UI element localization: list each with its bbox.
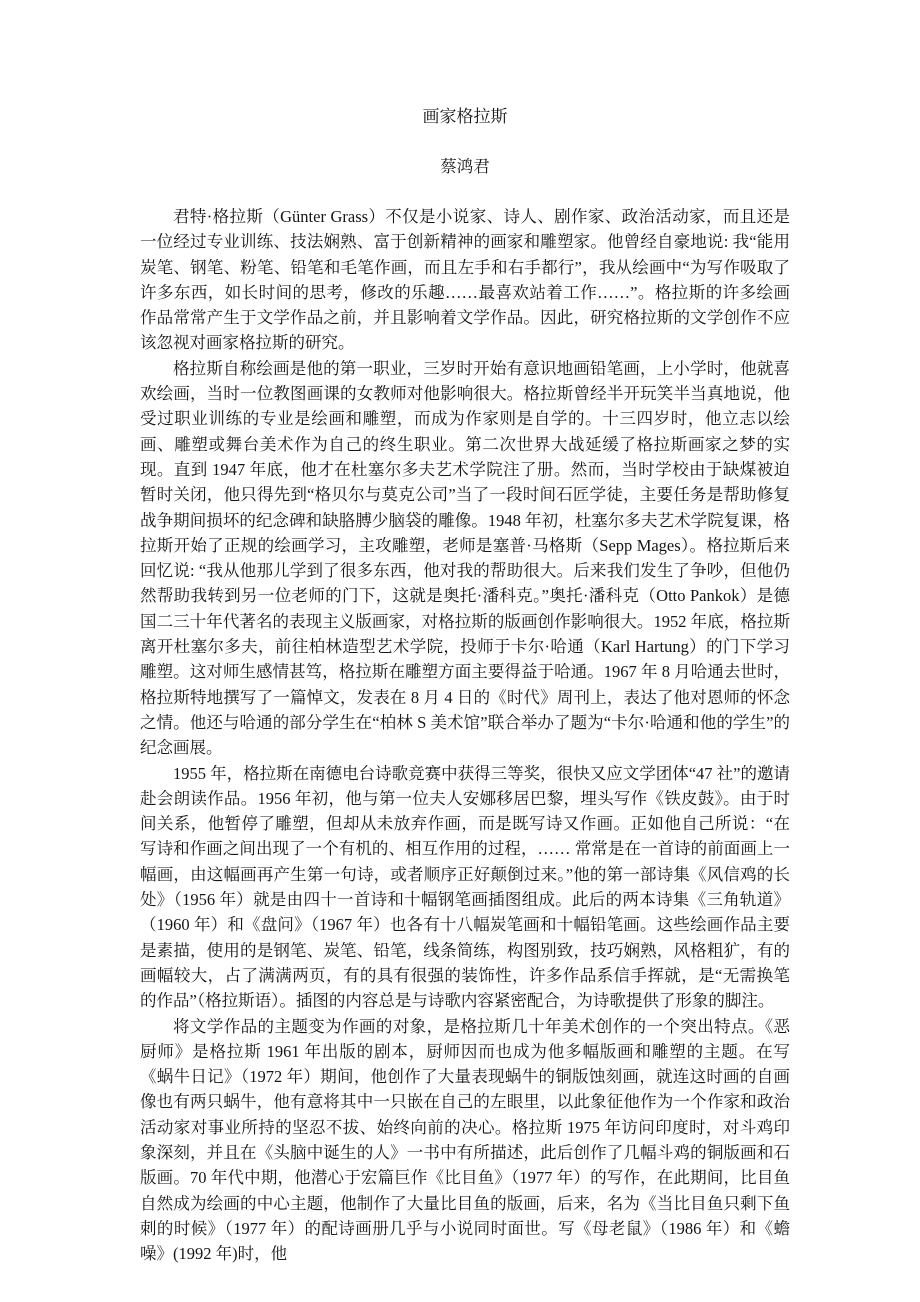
paragraph-intro: 君特·格拉斯（Günter Grass）不仅是小说家、诗人、剧作家、政治活动家，而且还是一位经过专业训练、技法娴熟、富于创新精神的画家和雕塑家。他曾经自豪地说: 我“能用炭笔、钢笔、粉笔、铅笔和毛笔作画，而且左手和右手都行”，我从绘画中“为写作吸取了许多东西，如长时间的思考，修改的乐趣……最喜欢站着工作……”。格拉斯的许多绘画作品常常产生于文学作品之前，并且影响着文学作品。因此，研究格拉斯的文学创作不应该忽视对画家格拉斯的研究。 [140,207,790,353]
document-author: 蔡鸿君 [440,157,490,176]
paragraph-poetry-and-drawing: 1955 年，格拉斯在南德电台诗歌竞赛中获得三等奖，很快又应文学团体“47 社”的邀请赴会朗读作品。1956 年初，他与第一位夫人安娜移居巴黎，埋头写作《铁皮鼓》。由于时间关系，他暂停了雕塑，但却从未放弃作画，而是既写诗又作画。正如他自己所说：“在写诗和作画之间出现了一个有机的、相互作用的过程，…… 常常是在一首诗的前面画上一幅画，由这幅画再产生第一句诗，或者顺序正好颠倒过来。”他的第一部诗集《风信鸡的长处》（1956 年）就是由四十一首诗和十幅钢笔画插图组成。此后的两本诗集《三角轨道》（1960 年）和《盘问》（1967 年）也各有十八幅炭笔画和十幅铅笔画。这些绘画作品主要是素描，使用的是钢笔、炭笔、铅笔，线条简练，构图别致，技巧娴熟，风格粗犷，有的画幅较大，占了满满两页，有的具有很强的装饰性，许多作品系信手挥就，是“无需换笔的作品”（格拉斯语）。插图的内容总是与诗歌内容紧密配合，为诗歌提供了形象的脚注。 [140,763,790,1011]
paragraph-early-career: 格拉斯自称绘画是他的第一职业，三岁时开始有意识地画铅笔画，上小学时，他就喜欢绘画，当时一位教图画课的女教师对他影响很大。格拉斯曾经半开玩笑半当真地说，他受过职业训练的专业是绘画和雕塑，而成为作家则是自学的。十三四岁时，他立志以绘画、雕塑或舞台美术作为自己的终生职业。第二次世界大战延缓了格拉斯画家之梦的实现。直到 1947 年底，他才在杜塞尔多夫艺术学院注了册。然而，当时学校由于缺煤被迫暂时关闭，他只得先到“格贝尔与莫克公司”当了一段时间石匠学徒，主要任务是帮助修复战争期间损坏的纪念碑和缺胳膊少脑袋的雕像。1948 年初，杜塞尔多夫艺术学院复课，格拉斯开始了正规的绘画学习，主攻雕塑，老师是塞普·马格斯（Sepp Mages）。格拉斯后来回忆说: “我从他那儿学到了很多东西，他对我的帮助很大。后来我们发生了争吵，但他仍然帮助我转到另一位老师的门下，这就是奥托·潘科克。”奥托·潘科克（Otto Pankok）是德国二三十年代著名的表现主义版画家，对格拉斯的版画创作影响很大。1952 年底，格拉斯离开杜塞尔多夫，前往柏林造型艺术学院，投师于卡尔·哈通（Karl Hartung）的门下学习雕塑。这对师生感情甚笃，格拉斯在雕塑方面主要得益于哈通。1967 年 8 月哈通去世时，格拉斯特地撰写了一篇悼文，发表在 8 月 4 日的《时代》周刊上，表达了他对恩师的怀念之情。他还与哈通的部分学生在“柏林 S 美术馆”联合举办了题为“卡尔·哈通和他的学生”的纪念画展。 [140,358,790,758]
document-body [140,204,790,1266]
author-body-spacer [140,179,790,204]
paragraph-literary-themes: 将文学作品的主题变为作画的对象，是格拉斯几十年美术创作的一个突出特点。《恶厨师》是格拉斯 1961 年出版的剧本，厨师因而也成为他多幅版画和雕塑的主题。在写《蜗牛日记》（1972 年）期间，他创作了大量表现蜗牛的铜版蚀刻画，就连这时画的自画像也有两只蜗牛，他有意将其中一只嵌在自己的左眼里，以此象征他作为一个作家和政治活动家对事业所持的坚忍不拔、始终向前的决心。格拉斯 1975 年访问印度时，对斗鸡印象深刻，并且在《头脑中诞生的人》一书中有所描述，此后创作了几幅斗鸡的铜版画和石版画。70 年代中期，他潜心于宏篇巨作《比目鱼》（1977 年）的写作，在此期间，比目鱼自然成为绘画的中心主题，他制作了大量比目鱼的版画，后来，名为《当比目鱼只剩下鱼刺的时候》（1977 年）的配诗画册几乎与小说同时面世。写《母老鼠》（1986 年）和《蟾噪》(1992 年)时，他 [140,1016,790,1264]
title-author-spacer [140,129,790,154]
document-title: 画家格拉斯 [422,107,508,126]
